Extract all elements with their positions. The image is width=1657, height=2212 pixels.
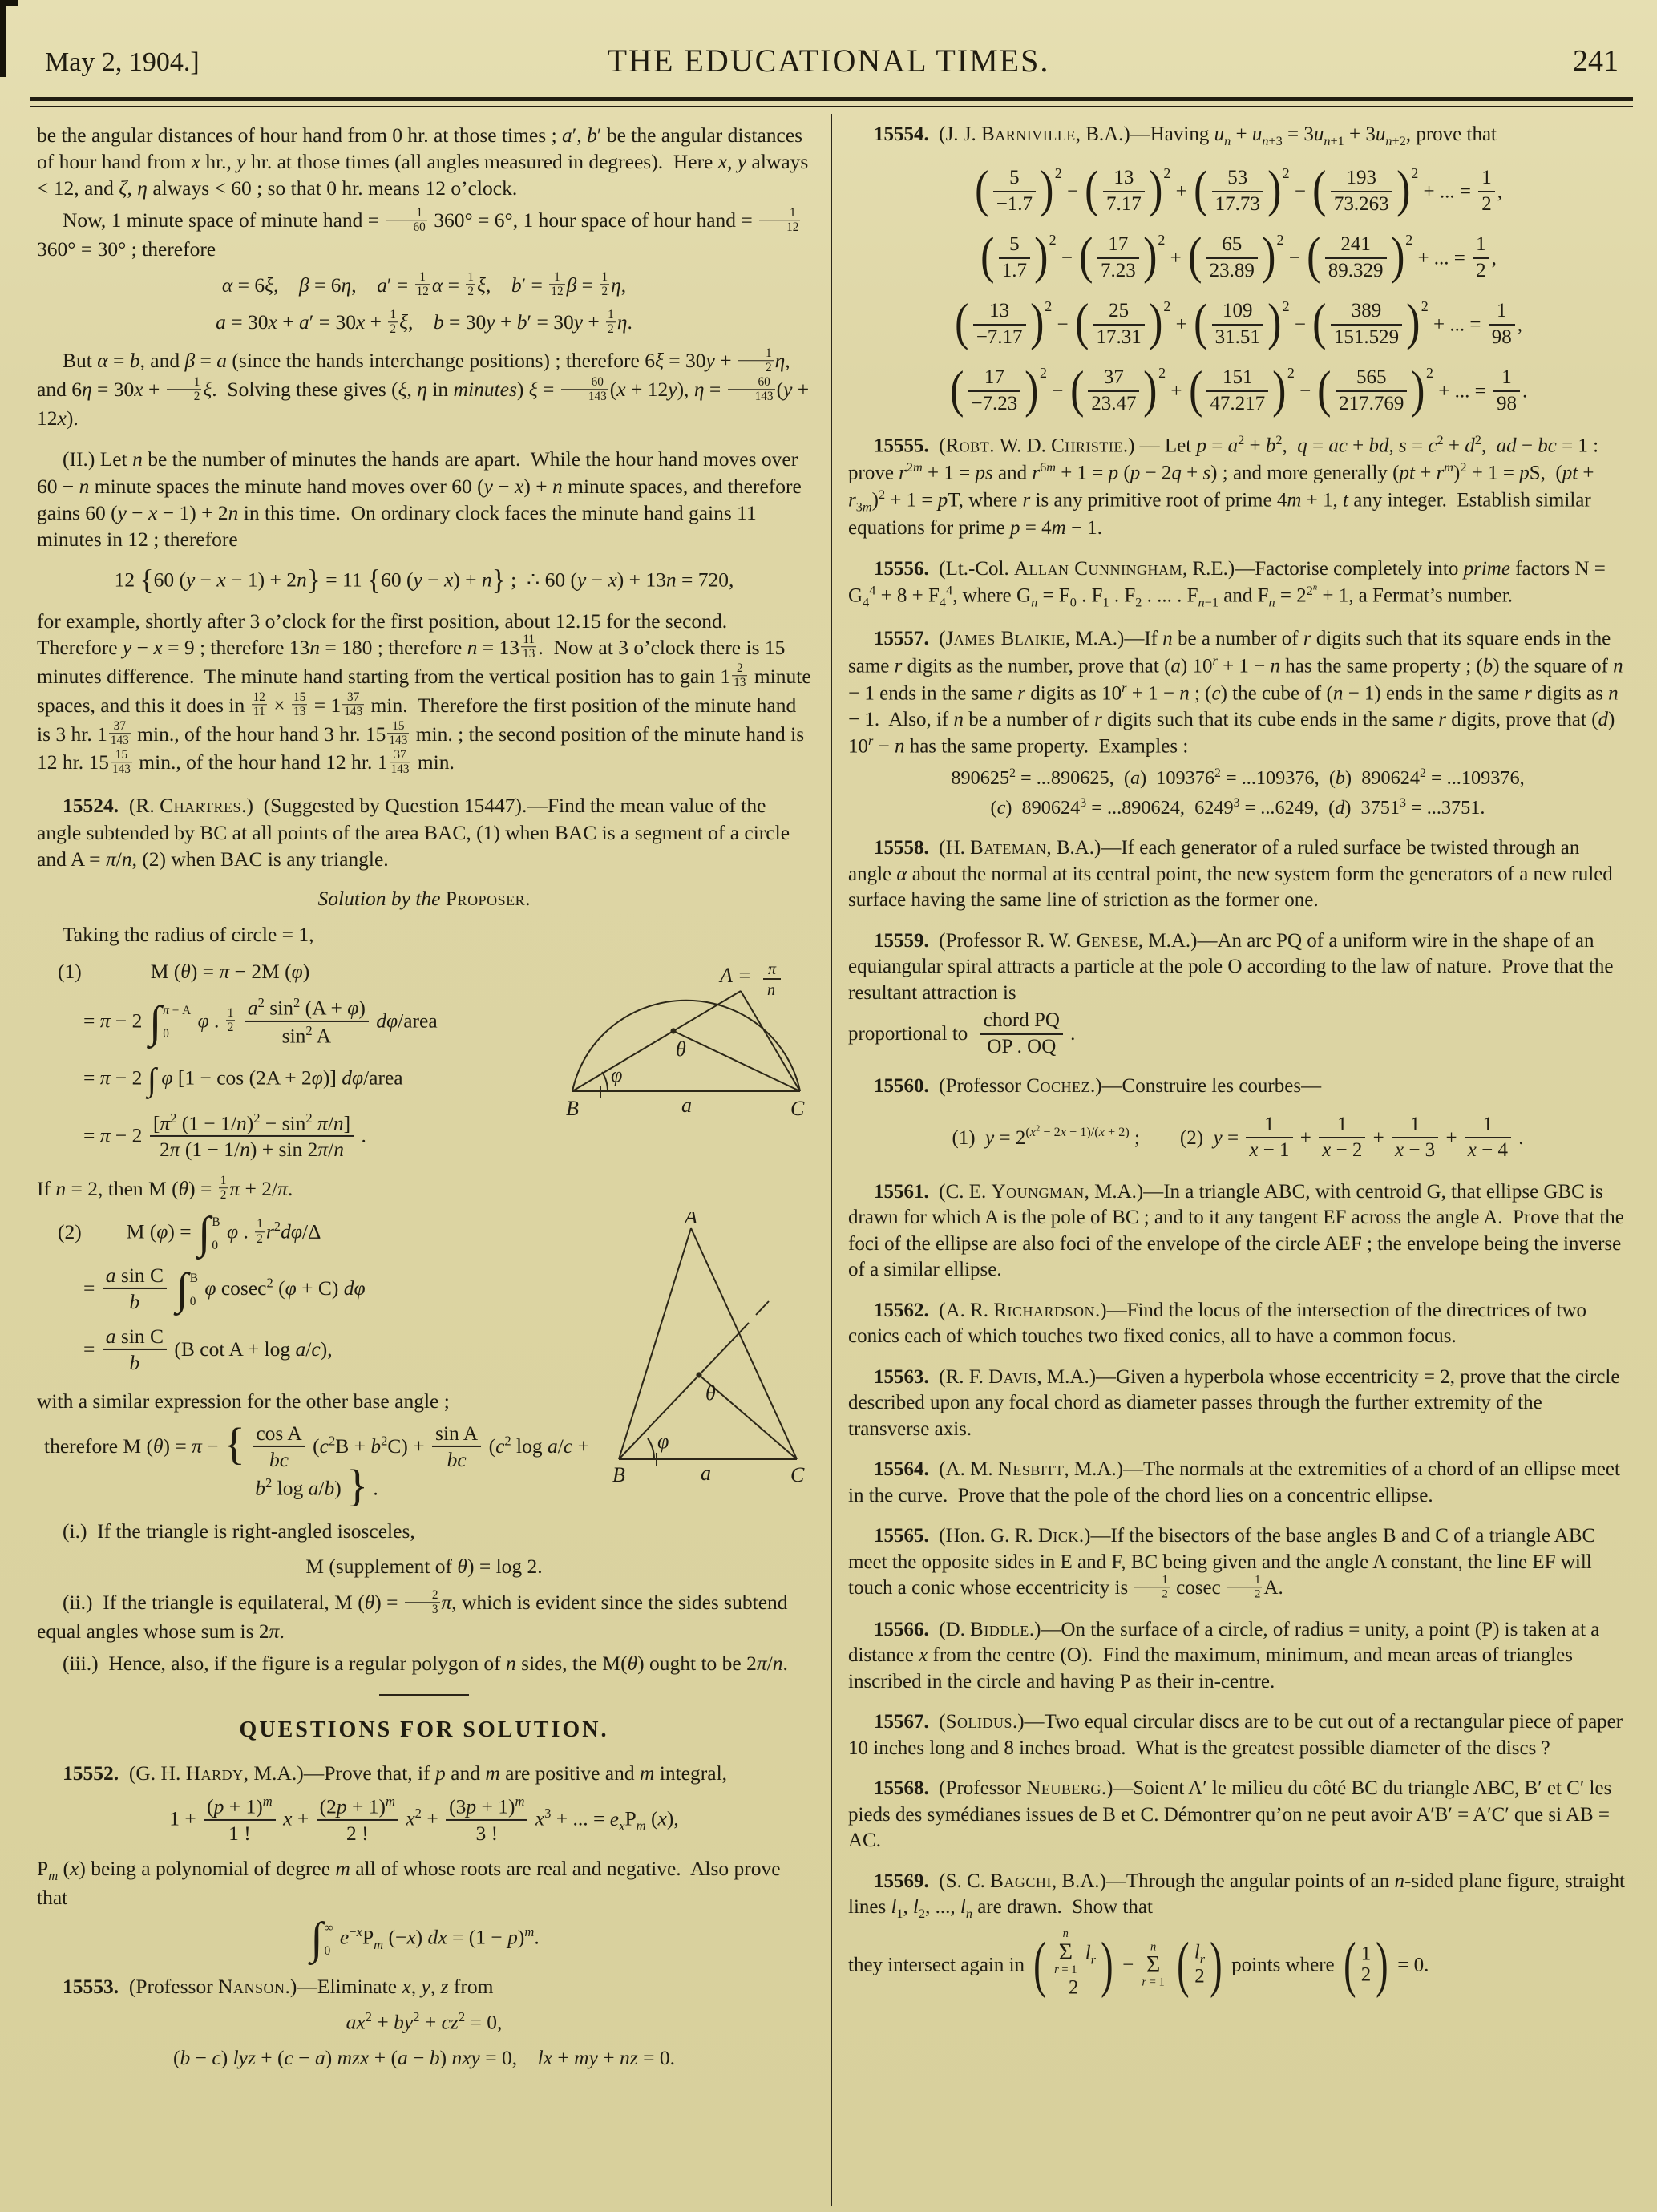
case-i-line: (i.) If the triangle is right-angled isosceles, [63,1519,415,1543]
line-BA [619,1228,691,1459]
eq-2-int1: = $\frac{\text{a sin C}}{b}$ ∫ B 0 φ cosec$^2$ (φ + C) dφ [83,1264,366,1315]
page-number: 241 [1573,44,1619,78]
problem-15560: 15560. (Professor Cochez.)—Construire les courbes— [874,1075,1322,1098]
problem-15561: 15561. (C. E. Youngman, M.A.)—In a triangle ABC, with centroid G, that ellipse GBC is drawn for which A is the pole of BC ; and to it any tangent EF across the angle A. Prove that the foci of the ellipse are also foci of the envelope of the circle AEF ; the envelope being the inverse of a similar ellipse. [848,1180,1624,1281]
phi-angle-arc [602,1072,608,1091]
eq-1-head: (1) M (θ) = π − 2M (φ) [58,960,310,984]
problem-15569: 15569. (S. C. Bagchi, B.A.)—Through the angular points of an n-sided plane figure, straight lines $l_1$, $l_2$, ..., $l_n$ are drawn. Show that [848,1870,1625,1922]
column-divider-rule [831,114,832,2206]
right-column [848,122,1627,2206]
fig2-C-label: C [790,1463,805,1486]
figure-circle-segment-svg [563,956,811,1121]
problem-15552: 15552. (G. H. Hardy, M.A.)—Prove that, if p and m are positive and m integral, [63,1761,728,1785]
line-PC [673,1031,800,1091]
figure-triangle-svg [611,1212,811,1485]
fig2-theta-label: θ [705,1381,716,1405]
problem-15524: 15524. (R. Chartres.) (Suggested by Question 15447).—Find the mean value of the angle subtended by BC at all points of the area BAC, (1) when BAC is a segment of a circle and A = π/n, (2) when BAC is any triangle. [37,794,790,871]
examples-row1: $890625^2 = ...890625$, (a) $109376^2 = ...109376$, (b) $890624^2 = ...109376$, [951,766,1525,789]
fig1-apex-label: A = [720,964,752,988]
eq-15569: they intersect again in ( n Σ r = 1 $l_r$ 2 ) − n Σ r = 1 ( $l_r$ 2 ) points where ( 1 2 ) = 0. [848,1927,1429,1999]
page-title: THE EDUCATIONAL TIMES. [607,42,1050,79]
problem-15555: 15555. (Robt. W. D. Christie.) — Let $p = a^2 + b^2$, q = ac + bd, $s = c^2 + d^2$, ad − bc = 1 : prove $r^{2m} + 1$ = ps and $r^{6m} + 1 = p$ (p − 2q + s) ; and more generally $(pt + r^m)^2 + 1$ = pS, $(pt + r_{3m})^2 + 1$ = pT, where r is any primitive root of prime 4m + 1, t any integer. Establish similar equations for prime p = 4m − 1. [848,433,1609,540]
point-theta [696,1373,701,1378]
left-column [37,122,811,2206]
eq-1-int2: = π − 2 ∫ φ [1 − cos (2A + 2φ)] dφ/area [83,1062,403,1098]
eq-15552-integral: ∫ ∞ 0 $e^{-x}P_m$ (−x) dx = $(1 - p)^m$. [310,1914,540,1964]
questions-heading: QUESTIONS FOR SOLUTION. [239,1717,609,1743]
solution-by-line: Solution by the Proposer. [317,886,531,910]
fig2-A-label: A [685,1212,697,1229]
part2-paragraph: (II.) Let n be the number of minutes the hands are apart. While the hour hand moves over 60 − n minute spaces the minute hand moves over 60 (y − x) + n minute spaces, and therefore gains 60 (y − x − 1) + 2n in this time. On ordinary clock faces the minute hand gains 11 minutes in 12 ; therefore [37,447,802,551]
line-B-through-P [619,1323,749,1459]
problem-15559: 15559. (Professor R. W. Genese, M.A.)—An arc PQ of a uniform wire in the shape of an equiangular spiral attracts a particle at the pole O according to the law of nature. Prove that the resultant attraction is [848,929,1614,1004]
line-AC [741,991,800,1091]
case-ii-paragraph: (ii.) If the triangle is equilateral, M (θ) = $\frac{2}{3}$ π, which is evident since the sides subtend equal angles whose sum is 2π. [37,1587,788,1644]
intro-paragraph: be the angular distances of hour hand from 0 hr. at those times ; a′, b′ be the angular distances of hour hand from x hr., y hr. at those times (all angles measured in degrees). Here x, y always < 12, and ζ, η always < 60 ; so that 0 hr. means 12 o’clock. [37,123,809,200]
figure-1 [563,956,811,1127]
problem-15564: 15564. (A. M. Nesbitt, M.A.)—The normals at the extremities of a chord of an ellipse meet in the curve. Prove that the pole of the chord lies on a concentric ellipse. [848,1458,1620,1506]
similar-expression-line: with a similar expression for the other base angle ; [37,1389,450,1413]
scan-edge-artifact-top [0,0,18,6]
problem-15562: 15562. (A. R. Richardson.)—Find the locus of the intersection of the directrices of two conics each of which touches two fixed conics, all to have a common focus. [848,1299,1587,1348]
eq-1-int1: = π − 2 ∫ π − A 0 φ . $\frac{1}{2}$ $\frac{a^2 \sin^2 (A + \varphi)}{\sin^2 A}$ dφ/area [83,994,438,1047]
eq-15554-row3: ( $\frac{13}{-7.17}$ )$^2$ − ( $\frac{25}{17.31}$ )$^2$ + ( $\frac{109}{31.51}$ )$^2$ − ( $\frac{389}{151.529}$ )$^2$ + ... = $\frac{1}{98}$ , [955,293,1522,352]
fig1-n-label: n [767,981,775,1000]
interchange-paragraph: But α = b, and β = a (since the hands interchange positions) ; therefore 6ξ = 30y + $\frac{1}{2}$ η, and 6η = 30x + $\frac{1}{2}$ ξ. Solving these gives (ξ, η in minutes) ξ = $\frac{60}{143}$ (x + 12y), η = $\frac{60}{143}$ (y + 12x). [37,346,810,431]
fig1-pi-label: π [768,960,777,979]
taking-radius-line: Taking the radius of circle = 1, [63,922,314,946]
problem-15554: 15554. (J. J. Barniville, B.A.)—Having $u_n + u_{n+3} = 3u_{n+1} + 3u_{n+2}$, prove that [874,123,1497,148]
header-date: May 2, 1904.] [45,47,200,77]
eq-15554-row4: ( $\frac{17}{-7.23}$ )$^2$ − ( $\frac{37}{23.47}$ )$^2$ + ( $\frac{151}{47.217}$ )$^2$ − ( $\frac{565}{217.769}$ )$^2$ + ... = $\frac{1}{98}$ . [949,360,1528,419]
header-rule-thick [30,97,1633,101]
eq-15554-row1: ( $\frac{5}{-1.7}$ )$^2$ − ( $\frac{13}{7.17}$ )$^2$ + ( $\frac{53}{17.73}$ )$^2$ − ( $\frac{193}{73.263}$ )$^2$ + ... = $\frac{1}{2}$ , [975,160,1502,219]
problem-15563: 15563. (R. F. Davis, M.A.)—Given a hyperbola whose eccentricity = 2, prove that the circle described upon any focal chord as diameter passes through the further extremity of the transverse axis. [848,1365,1620,1440]
line-AC [691,1228,797,1459]
proportional-line: proportional to chord PQ OP . OQ . [848,1009,1076,1057]
problem-15556: 15556. (Lt.-Col. Allan Cunningham, R.E.)—Factorise completely into prime factors $N = G_4^4 + 8 + F_4^4$, where $G_n = F_0$ . $F_1$ . $F_2$ . ... . $F_{n-1}$ and $F_n = 2^{2^n} + 1$, a Fermat’s number. [848,557,1606,611]
eq-1-frac: = π − 2 $\frac{[\pi^2 (1 - 1/n)^2 - \sin^2 \pi/n]}{2\pi (1 - 1/n) + \sin 2\pi/n}$ . [83,1110,366,1162]
examples-row2: (c) $890624^3 = ...890624$, $6249^3 = ...6249$, (d) $3751^3 = ...3751$. [990,796,1485,819]
p15552-cont: $P_m$ (x) being a polynomial of degree m all of whose roots are real and negative. Also prove that [37,1856,781,1910]
arc [572,1001,800,1091]
phi-angle-arc [648,1438,654,1459]
point-theta [670,1029,676,1034]
header-rule-thin [30,106,1633,107]
problem-15565: 15565. (Hon. G. R. Dick.)—If the bisectors of the base angles B and C of a triangle ABC meet the opposite sides in E and F, BC being given and the angle A constant, the line EF will touch a conic whose eccentricity is $\frac{1}{2}$ cosec $\frac{1}{2}$ A. [848,1525,1596,1601]
problem-15558: 15558. (H. Bateman, B.A.)—If each generator of a ruled surface be twisted through an angle α about the normal at its central point, the new system form the generators of a new ruled surface having the same line of striction as the former one. [848,837,1613,912]
eq-theta-final: therefore M (θ) = π − { $\frac{\text{cos A}}{bc}$ $(c^2B + b^2C)$ + $\frac{\text{sin A}}{bc}$ ($c^2$ $\log a/c + b^2$ log a/b) } . [44,1419,589,1511]
eq-15560: (1) $y = 2^{(x^2 - 2x - 1)/(x + 2)}$ ; (2) y = $\frac{1}{x - 1}$ + $\frac{1}{x - 2}$ + $\frac{1}{x - 3}$ + $\frac{1}{x - 4}$ . [952,1113,1524,1162]
problem-15553: 15553. (Professor Nanson.)—Eliminate x, y, z from [63,1975,494,1999]
line-extension-dash [756,1301,769,1315]
eq-15554-row2: ( $\frac{5}{1.7}$ )$^2$ − ( $\frac{17}{7.23}$ )$^2$ + ( $\frac{65}{23.89}$ )$^2$ − ( $\frac{241}{89.329}$ )$^2$ + ... = $\frac{1}{2}$ , [980,227,1497,285]
problem-15567: 15567. (Solidus.)—Two equal circular discs are to be cut out of a rectangular piece of paper 10 inches long and 8 inches broad. What is the greatest possible diameter of the discs ? [848,1711,1623,1759]
eq-gain: 12 {60 (y − x − 1) + 2n} = 11 {60 (y − x) + n} ; ∴ 60 (y − x) + 13n = 720, [114,563,734,596]
fig2-phi-label: φ [657,1430,669,1454]
section-rule [379,1694,469,1696]
eq-supplement: M (supplement of θ) = log 2. [305,1555,543,1579]
case-iii-paragraph: (iii.) Hence, also, if the figure is a regular polygon of n sides, the M(θ) ought to be 2π/n. [63,1652,788,1676]
eq-2-result: = $\frac{\text{a sin C}}{b}$ (B cot A + log a/c), [83,1324,333,1375]
fig1-phi-label: φ [611,1063,623,1087]
if-n2-line: If n = 2, then M (θ) = $\frac{1}{2}$ π + 2/π. [37,1174,293,1203]
eq-a-b: a = 30x + a′ = 30x + $\frac{1}{2}$ ξ, b = 30y + b′ = 30y + $\frac{1}{2}$ η. [216,308,632,337]
eq-2-head: (2) M (φ) = ∫ B 0 φ . $\frac{1}{2}$ $r^2d\varphi/\Delta$ [58,1208,321,1259]
fig1-C-label: C [790,1097,805,1121]
eq-15553-2: (b − c) lyz + (c − a) mzx + (a − b) nxy = 0, lx + my + nz = 0. [173,2045,675,2069]
eq-alpha-beta: α = 6ξ, β = 6η, a′ = $\frac{1}{12}$ α = $\frac{1}{2}$ ξ, b′ = $\frac{1}{12}$ β = $\frac{1}{2}$ η, [221,270,627,299]
problem-15566: 15566. (D. Biddle.)—On the surface of a circle, of radius = unity, a point (P) is taken at a distance x from the centre (O). Find the maximum, minimum, and mean areas of triangles inscribed in the circle and having P as their in-centre. [848,1618,1600,1692]
minute-space-paragraph: Now, 1 minute space of minute hand = $\frac{1}{60}$ 360° = 6°, 1 hour space of hour hand = $\frac{1}{12}$ 360° = 30° ; therefore [37,206,799,261]
fig1-a-label: a [681,1094,692,1118]
problem-15568: 15568. (Professor Neuberg.)—Soient A′ le milieu du côté BC du triangle ABC, B′ et C′ les pieds des symédianes issues de B et C. Démontrer qu’on ne peut avoir A′B′ = A′C′ que si AB = AC. [848,1777,1612,1852]
clock-positions-paragraph: for example, shortly after 3 o’clock for the first position, about 12.15 for the second. Therefore y − x = 9 ; therefore 13n = 180 ; therefore n = 13 $\frac{11}{13}$ . Now at 3 o’clock there is 15 minutes difference. The minute hand starting from the vertical position has to gain 1 $\frac{2}{13}$ minute spaces, and this it does in $\frac{12}{11}$ × $\frac{15}{13}$ = 1 $\frac{37}{143}$ min. Therefore the first position of the minute hand is 3 hr. 1 $\frac{37}{143}$ min., of the hour hand 3 hr. 15 $\frac{15}{143}$ min. ; the second position of the minute hand is 12 hr. 15 $\frac{15}{143}$ min., of the hour hand 12 hr. 1 $\frac{37}{143}$ min. [37,609,811,777]
figure-2 [611,1212,811,1491]
problem-15557: 15557. (James Blaikie, M.A.)—If n be a number of r digits such that its square ends in the same r digits as the number, prove that (a) $10^r + 1 - n$ has the same property ; (b) the square of n − 1 ends in the same r digits as $10^r + 1 - n$ ; (c) the cube of (n − 1) ends in the same r digits as n − 1. Also, if n be a number of r digits such that its cube ends in the same r digits, prove that (d) $10^r - n$ has the same property. Examples : [848,628,1623,758]
fig2-a-label: a [701,1462,711,1486]
eq-15552-series: 1 + $\frac{(p + 1)^m}{1 !}$ x + $\frac{(2p + 1)^m}{2 !}$ $x^2$ + $\frac{(3p + 1)^m}{3 !}$ $x^3$ + ... = $e_xP_m$ (x), [169,1793,679,1845]
fig1-theta-label: θ [676,1037,686,1062]
fig1-B-label: B [566,1097,579,1121]
eq-15553-1: $ax^2 + by^2 + cz^2 = 0$, [346,2009,503,2034]
fig2-B-label: B [612,1463,625,1486]
